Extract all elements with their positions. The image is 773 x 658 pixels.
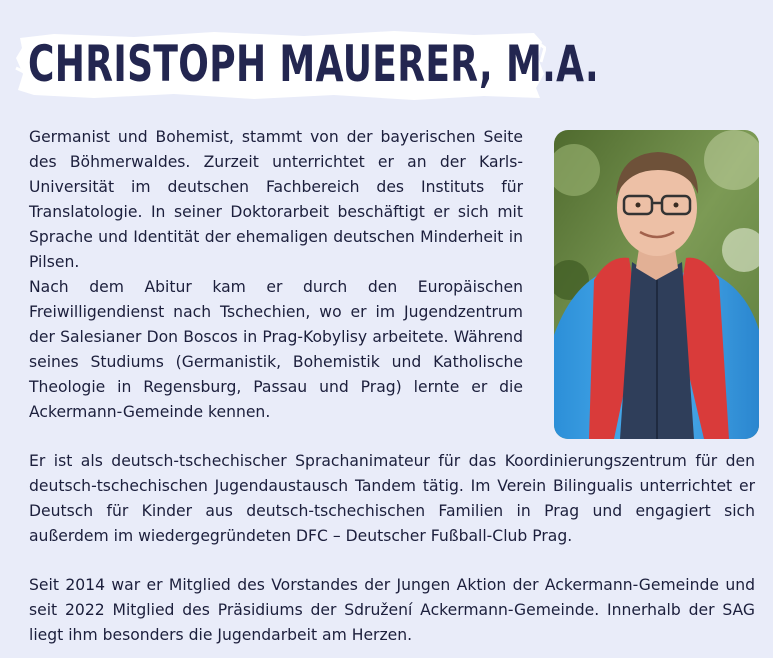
portrait-photo xyxy=(554,130,759,439)
bio-paragraph-1: Germanist und Bohemist, stammt von der bayerischen Seite des Böhmerwaldes. Zurzeit unterrichtet er an der Karls-Universität im deutschen Fachbereich des Instituts für Translatologie. In seiner Doktorarbeit beschäftigt er sich mit Sprache und Identität der ehemaligen deutschen Minderheit in Pilsen. xyxy=(29,128,523,271)
bio-paragraph-4: Seit 2014 war er Mitglied des Vorstandes der Jungen Aktion der Ackermann-Gemeinde und seit 2022 Mitglied des Präsidiums der Sdružení Ackermann-Gemeinde. Innerhalb der SAG liegt ihm besonders die Jugendarbeit am Herzen. xyxy=(29,576,755,644)
bio-paragraph-2: Nach dem Abitur kam er durch den Europäischen Freiwilligendienst nach Tschechien, wo er im Jugendzentrum der Salesianer Don Boscos in Prag-Kobylisy arbeitete. Während seines Studiums (Germanistik, Bohemistik und Katholische Theologie in Regensburg, Passau und Prag) lernte er die Ackermann-Gemeinde kennen. xyxy=(29,278,523,421)
bio-paragraph-3: Er ist als deutsch-tschechischer Sprachanimateur für das Koordinierungszentrum für den deutsch-tschechischen Jugendaustausch Tandem tätig. Im Verein Bilingualis unterrichtet er Deutsch für Kinder aus deutsch-tschechischen Familien in Prag und engagiert sich außerdem im wiedergegründeten DFC – Deutscher Fußball-Club Prag. xyxy=(29,452,755,545)
page-title: CHRISTOPH MAUERER, M.A. xyxy=(28,35,600,93)
